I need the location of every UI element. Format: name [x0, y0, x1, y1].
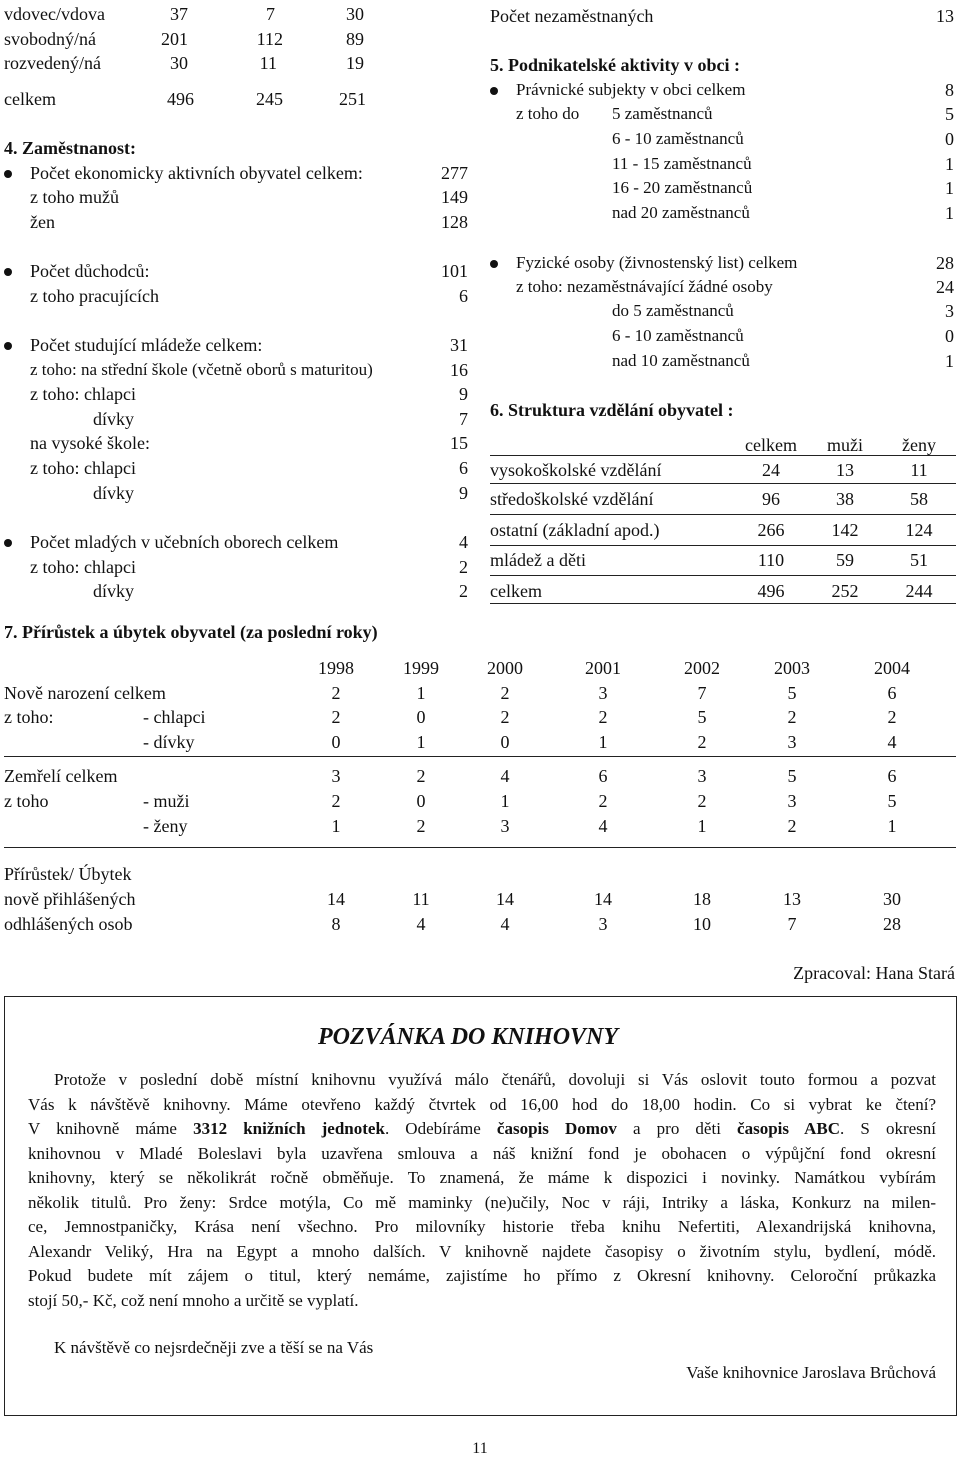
text-run: . Odebíráme: [384, 1119, 497, 1138]
cell: 201: [161, 29, 188, 49]
cell: 7: [266, 4, 275, 24]
value: 15: [450, 433, 468, 453]
cell: 8: [331, 914, 341, 934]
bullet-icon: [4, 539, 12, 547]
cell: 7: [787, 914, 797, 934]
text-line: ce, Jemnostpaničky, Krása není všechno. Pro milovníky historie třeba knihu Nefertiti, Alexandrijská knihovna,: [28, 1217, 936, 1236]
value: 1: [945, 154, 954, 174]
cell: 1: [331, 816, 341, 836]
cell: 6: [887, 683, 897, 703]
value: 13: [936, 6, 954, 26]
cell: 19: [346, 53, 364, 73]
label: 6 - 10 zaměstnanců: [612, 129, 744, 148]
table-row-label: odhlášených osob: [4, 914, 133, 934]
cell: 112: [256, 29, 283, 49]
cell: 2: [500, 683, 510, 703]
table-row-label: - chlapci: [143, 707, 206, 727]
label: z toho mužů: [30, 187, 119, 207]
text-line: Vás k návštěvě knihovny. Máme otevřeno každý čtvrtek od 16,00 hod do 18,00 hodin. Co si vybrat ke čtení?: [28, 1094, 936, 1114]
column-header: ženy: [902, 435, 936, 455]
cell: 7: [697, 683, 707, 703]
table-row-label: - muži: [143, 791, 190, 811]
value: 1: [945, 178, 954, 198]
text-run: . S okresní: [840, 1119, 936, 1138]
cell: 266: [757, 520, 785, 540]
cell: 2: [887, 707, 897, 727]
table-divider: [4, 847, 956, 848]
text-line: Pokud budete mít zájem o titul, který nemáme, zajistíme ho přímo z Okresní knihovny. Celoroční průkazka: [28, 1266, 936, 1285]
cell: 2: [416, 816, 426, 836]
table-row-label: ostatní (základní apod.): [490, 520, 660, 540]
label: dívky: [93, 581, 135, 601]
employment-heading: 4. Zaměstnanost:: [4, 138, 137, 158]
bullet-icon: [490, 260, 498, 268]
cell: 11: [910, 460, 928, 480]
value: 149: [441, 187, 468, 207]
value: 3: [945, 301, 954, 321]
cell: 2: [598, 791, 608, 811]
cell: 244: [905, 581, 933, 601]
table-row-label: z toho:: [4, 707, 54, 727]
column-header: 2004: [874, 658, 910, 678]
cell: 0: [331, 732, 341, 752]
column-header: 1999: [403, 658, 439, 678]
column-header: 2003: [774, 658, 810, 678]
cell: 496: [757, 581, 785, 601]
text-line: knihovnou v Mladé Boleslavi byla uzavřena smlouva a náš knižní fond je obohacen o výpůjční fond okresní: [28, 1143, 936, 1163]
value: 24: [936, 277, 954, 297]
cell: 6: [598, 766, 608, 786]
table-row-label: středoškolské vzdělání: [490, 489, 654, 509]
cell: 2: [787, 816, 797, 836]
cell: 89: [346, 29, 364, 49]
label: dívky: [93, 483, 135, 503]
cell: 3: [331, 766, 341, 786]
cell: 3: [697, 766, 707, 786]
table-row-label: celkem: [490, 581, 542, 601]
label: Fyzické osoby (živnostenský list) celkem: [516, 253, 798, 272]
cell: 13: [783, 889, 801, 909]
cell: 5: [787, 683, 797, 703]
table-row-label: Přírůstek/ Úbytek: [4, 864, 132, 884]
value: 16: [450, 360, 468, 380]
text-line: Alexandr Veliký, Hra na Egypt a mnoho dalších. V knihovně najdete časopisy o životním stylu, bydlení, módě.: [28, 1241, 936, 1261]
text-line: Protože v poslední době místní knihovnu využívá málo čtenářů, dovoluji si Vás oslovit touto formou a pozvat: [54, 1070, 936, 1089]
label: z toho: chlapci: [30, 557, 136, 577]
cell: 28: [883, 914, 901, 934]
label: dívky: [93, 409, 135, 429]
cell: 3: [787, 732, 797, 752]
value: 9: [459, 384, 468, 404]
table-row-label: nově přihlášených: [4, 889, 136, 909]
value: 0: [945, 326, 954, 346]
label: 16 - 20 zaměstnanců: [612, 178, 753, 197]
table-divider: [490, 575, 956, 576]
label: z toho pracujících: [30, 286, 159, 306]
label: z toho: chlapci: [30, 458, 136, 478]
cell: 3: [598, 683, 608, 703]
value: 31: [450, 335, 468, 355]
education-heading: 6. Struktura vzdělání obyvatel :: [490, 400, 734, 420]
value: 0: [945, 129, 954, 149]
table-divider: [490, 455, 956, 456]
cell: 2: [697, 791, 707, 811]
label: nad 20 zaměstnanců: [612, 203, 750, 222]
cell: 30: [170, 53, 188, 73]
cell: 51: [910, 550, 928, 570]
value: 6: [459, 458, 468, 478]
label: z toho do: [516, 104, 580, 123]
cell: 58: [910, 489, 928, 509]
label: z toho: na střední škole (včetně oborů s maturitou): [30, 360, 373, 379]
label: Počet nezaměstnaných: [490, 6, 654, 26]
cell: 2: [787, 707, 797, 727]
value: 2: [459, 557, 468, 577]
value: 1: [945, 203, 954, 223]
cell: 2: [598, 707, 608, 727]
total-label: celkem: [4, 89, 56, 109]
cell: 30: [346, 4, 364, 24]
cell: 496: [167, 89, 194, 109]
label: z toho: chlapci: [30, 384, 136, 404]
row-label: svobodný/ná: [4, 29, 96, 49]
table-row-label: mládež a děti: [490, 550, 586, 570]
value: 8: [945, 80, 954, 100]
library-title: POZVÁNKA DO KNIHOVNY: [318, 1024, 619, 1050]
text-line: knihovny, který se několikrát ročně obměňuje. To znamená, že máme k dispozici i novinky. Namátkou vybírám: [28, 1168, 936, 1187]
row-label: vdovec/vdova: [4, 4, 105, 24]
cell: 245: [256, 89, 283, 109]
label: 11 - 15 zaměstnanců: [612, 154, 752, 173]
table-row-label: vysokoškolské vzdělání: [490, 460, 662, 480]
value: 1: [945, 351, 954, 371]
value: 101: [441, 261, 468, 281]
cell: 14: [496, 889, 514, 909]
column-header: 2000: [487, 658, 523, 678]
cell: 4: [416, 914, 426, 934]
text-line: několik titulů. Pro ženy: Srdce motýla, Co mě maminky (ne)učily, Noc v ráji, Intriky a láska, Konkurz na milen-: [28, 1192, 936, 1212]
cell: 18: [693, 889, 711, 909]
page-number: 11: [472, 1440, 488, 1457]
value: 5: [945, 104, 954, 124]
value: 4: [459, 532, 468, 552]
cell: 59: [836, 550, 854, 570]
cell: 5: [887, 791, 897, 811]
cell: 252: [831, 581, 859, 601]
cell: 124: [905, 520, 933, 540]
cell: 2: [416, 766, 426, 786]
cell: 1: [416, 683, 426, 703]
cell: 10: [693, 914, 711, 934]
cell: 24: [762, 460, 780, 480]
invitation-line: K návštěvě co nejsrdečněji zve a těší se na Vás: [54, 1338, 374, 1357]
text-line: [28, 1117, 936, 1142]
cell: 110: [757, 550, 785, 570]
table-row-label: Nově narození celkem: [4, 683, 166, 703]
table-row-label: z toho: [4, 791, 49, 811]
cell: 4: [598, 816, 608, 836]
text-run: časopis Domov: [496, 1119, 617, 1138]
cell: 6: [887, 766, 897, 786]
cell: 1: [500, 791, 510, 811]
table-row-label: Zemřelí celkem: [4, 766, 118, 786]
label: nad 10 zaměstnanců: [612, 351, 750, 370]
label: Počet ekonomicky aktivních obyvatel celkem:: [30, 163, 363, 183]
cell: 11: [259, 53, 277, 73]
cell: 0: [416, 707, 426, 727]
table-divider: [490, 483, 956, 484]
label: 6 - 10 zaměstnanců: [612, 326, 744, 345]
cell: 2: [500, 707, 510, 727]
bullet-icon: [4, 170, 12, 178]
bullet-icon: [490, 87, 498, 95]
text-run: a pro děti: [616, 1119, 738, 1138]
cell: 0: [416, 791, 426, 811]
value: 6: [459, 286, 468, 306]
cell: 3: [787, 791, 797, 811]
column-header: muži: [827, 435, 863, 455]
bullet-icon: [4, 342, 12, 350]
business-heading: 5. Podnikatelské aktivity v obci :: [490, 55, 741, 75]
label: na vysoké škole:: [30, 433, 150, 453]
population-change-heading: 7. Přírůstek a úbytek obyvatel (za poslední roky): [4, 622, 378, 642]
cell: 2: [331, 791, 341, 811]
table-row-label: - ženy: [143, 816, 188, 836]
cell: 38: [836, 489, 854, 509]
label: Počet mladých v učebních oborech celkem: [30, 532, 339, 552]
column-header: 1998: [318, 658, 354, 678]
label: do 5 zaměstnanců: [612, 301, 734, 320]
cell: 14: [327, 889, 345, 909]
column-header: 2001: [585, 658, 621, 678]
cell: 5: [787, 766, 797, 786]
table-divider: [490, 603, 956, 604]
prepared-by: Zpracoval: Hana Stará: [793, 963, 955, 983]
label: žen: [30, 212, 55, 232]
cell: 1: [887, 816, 897, 836]
value: 277: [441, 163, 468, 183]
cell: 4: [887, 732, 897, 752]
column-header: celkem: [745, 435, 797, 455]
text-line: stojí 50,- Kč, což není mnoho a určitě se vyplatí.: [28, 1290, 359, 1310]
table-row-label: - dívky: [143, 732, 195, 752]
cell: 2: [697, 732, 707, 752]
label: Počet studující mládeže celkem:: [30, 335, 263, 355]
table-divider: [4, 756, 956, 757]
label: Právnické subjekty v obci celkem: [516, 80, 746, 99]
cell: 1: [416, 732, 426, 752]
cell: 2: [331, 683, 341, 703]
cell: 0: [500, 732, 510, 752]
cell: 3: [598, 914, 608, 934]
row-label: rozvedený/ná: [4, 53, 101, 73]
table-divider: [490, 514, 956, 515]
cell: 4: [500, 914, 510, 934]
cell: 96: [762, 489, 780, 509]
text-run: 3312 knižních jednotek: [193, 1119, 385, 1138]
cell: 30: [883, 889, 901, 909]
cell: 37: [170, 4, 188, 24]
label: z toho: nezaměstnávající žádné osoby: [516, 277, 773, 296]
cell: 251: [339, 89, 366, 109]
cell: 13: [836, 460, 854, 480]
cell: 3: [500, 816, 510, 836]
value: 28: [936, 253, 954, 273]
cell: 2: [331, 707, 341, 727]
value: 128: [441, 212, 468, 232]
value: 9: [459, 483, 468, 503]
cell: 1: [598, 732, 608, 752]
text-run: časopis ABC: [737, 1119, 841, 1138]
value: 2: [459, 581, 468, 601]
text-run: V knihovně máme: [28, 1119, 194, 1138]
signature: Vaše knihovnice Jaroslava Brůchová: [686, 1363, 936, 1382]
cell: 5: [697, 707, 707, 727]
cell: 14: [594, 889, 612, 909]
cell: 142: [831, 520, 859, 540]
value: 7: [459, 409, 468, 429]
library-text: [28, 1068, 936, 1313]
label: 5 zaměstnanců: [612, 104, 713, 123]
cell: 4: [500, 766, 510, 786]
label: Počet důchodců:: [30, 261, 150, 281]
cell: 11: [412, 889, 430, 909]
table-divider: [490, 545, 956, 546]
bullet-icon: [4, 268, 12, 276]
column-header: 2002: [684, 658, 720, 678]
cell: 1: [697, 816, 707, 836]
